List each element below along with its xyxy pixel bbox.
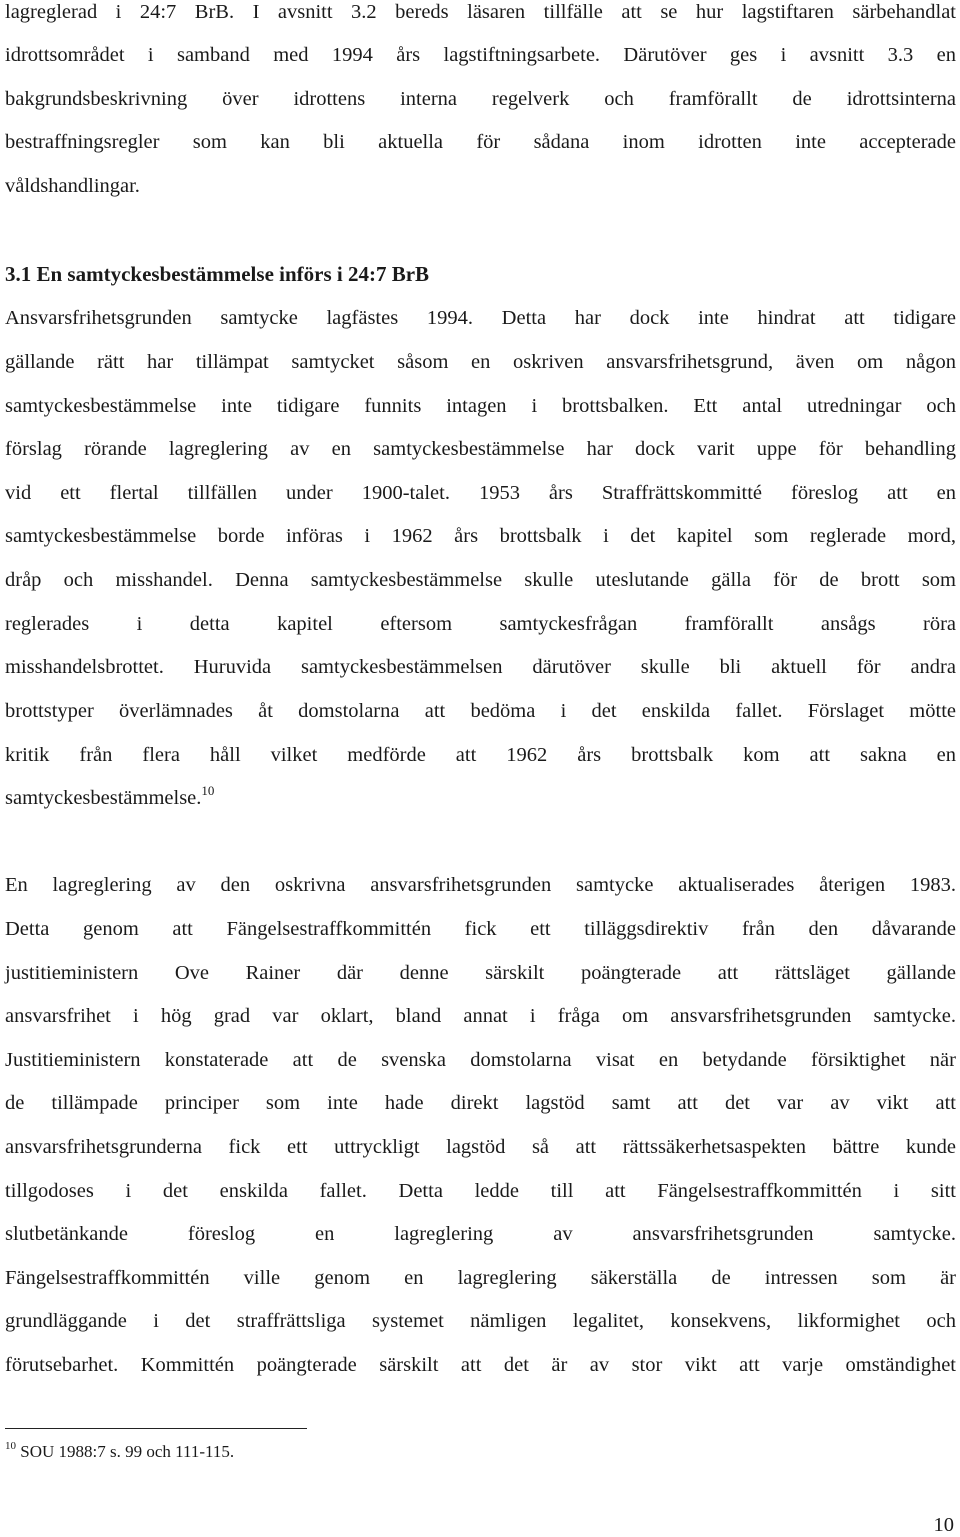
page-number: 10	[933, 1514, 954, 1536]
paragraph-line: gällande rätt har tillämpat samtycket såsom en oskriven ansvarsfrihetsgrund, även om någon	[5, 351, 956, 373]
paragraph-text: samtyckesbestämmelse.	[5, 787, 202, 809]
paragraph-line: justitieministern Ove Rainer där denne särskilt poängterade att rättsläget gällande	[5, 962, 956, 984]
paragraph-line: misshandelsbrottet. Huruvida samtyckesbestämmelsen därutöver skulle bli aktuell för andra	[5, 656, 956, 678]
paragraph-line: En lagreglering av den oskrivna ansvarsfrihetsgrunden samtycke aktualiserades återigen 1983.	[5, 874, 956, 896]
paragraph-line: kritik från flera håll vilket medförde att 1962 års brottsbalk kom att sakna en	[5, 744, 956, 766]
paragraph-line: brottstyper överlämnades åt domstolarna att bedöma i det enskilda fallet. Förslaget mötte	[5, 700, 956, 722]
intro-line: idrottsområdet i samband med 1994 års lagstiftningsarbete. Därutöver ges i avsnitt 3.3 en	[5, 44, 956, 66]
paragraph-line: Detta genom att Fängelsestraffkommittén fick ett tilläggsdirektiv från den dåvarande	[5, 918, 956, 940]
paragraph-line: dråp och misshandel. Denna samtyckesbestämmelse skulle uteslutande gälla för de brott som	[5, 569, 956, 591]
paragraph-line: förslag rörande lagreglering av en samtyckesbestämmelse har dock varit uppe för behandling	[5, 438, 956, 460]
paragraph-line: samtyckesbestämmelse inte tidigare funnits intagen i brottsbalken. Ett antal utredningar och	[5, 395, 956, 417]
paragraph-line: samtyckesbestämmelse borde införas i 1962 års brottsbalk i det kapitel som reglerade mord,	[5, 525, 956, 547]
paragraph-line: förutsebarhet. Kommittén poängterade särskilt att det är av stor vikt att varje omständighet	[5, 1354, 956, 1376]
intro-line: våldshandlingar.	[5, 175, 140, 197]
paragraph-line: vid ett flertal tillfällen under 1900-talet. 1953 års Straffrättskommitté föreslog att en	[5, 482, 956, 504]
footnote-text: SOU 1988:7 s. 99 och 111-115.	[16, 1442, 235, 1461]
paragraph-line-last	[5, 783, 956, 810]
intro-line: bestraffningsregler som kan bli aktuella för sådana inom idrotten inte accepterade	[5, 131, 956, 153]
paragraph-line: Justitieministern konstaterade att de svenska domstolarna visat en betydande försiktighet när	[5, 1049, 956, 1071]
footnote-number: 10	[5, 1440, 16, 1452]
paragraph-line: Ansvarsfrihetsgrunden samtycke lagfästes 1994. Detta har dock inte hindrat att tidigare	[5, 307, 956, 329]
paragraph-line: slutbetänkande föreslog en lagreglering av ansvarsfrihetsgrunden samtycke.	[5, 1223, 956, 1245]
intro-line: bakgrundsbeskrivning över idrottens interna regelverk och framförallt de idrottsinterna	[5, 88, 956, 110]
section-heading: 3.1 En samtyckesbestämmelse införs i 24:7 BrB	[5, 262, 430, 286]
paragraph-line: de tillämpade principer som inte hade direkt lagstöd samt att det var av vikt att	[5, 1092, 956, 1114]
intro-line: lagreglerad i 24:7 BrB. I avsnitt 3.2 bereds läsaren tillfälle att se hur lagstiftaren särbehandlat	[5, 1, 956, 23]
paragraph-line: Fängelsestraffkommittén ville genom en lagreglering säkerställa de intressen som är	[5, 1267, 956, 1289]
footnote	[5, 1441, 234, 1463]
paragraph-line: tillgodoses i det enskilda fallet. Detta ledde till att Fängelsestraffkommittén i sitt	[5, 1180, 956, 1202]
footnote-separator	[5, 1428, 307, 1429]
footnote-reference[interactable]: 10	[201, 783, 215, 798]
paragraph-line: grundläggande i det straffrättsliga systemet nämligen legalitet, konsekvens, likformighet och	[5, 1310, 956, 1332]
paragraph-line: reglerades i detta kapitel eftersom samtyckesfrågan framförallt ansågs röra	[5, 613, 956, 635]
paragraph-line: ansvarsfrihetsgrunderna fick ett uttryckligt lagstöd så att rättssäkerhetsaspekten bättre kunde	[5, 1136, 956, 1158]
paragraph-line: ansvarsfrihet i hög grad var oklart, bland annat i fråga om ansvarsfrihetsgrunden samtycke.	[5, 1005, 956, 1027]
